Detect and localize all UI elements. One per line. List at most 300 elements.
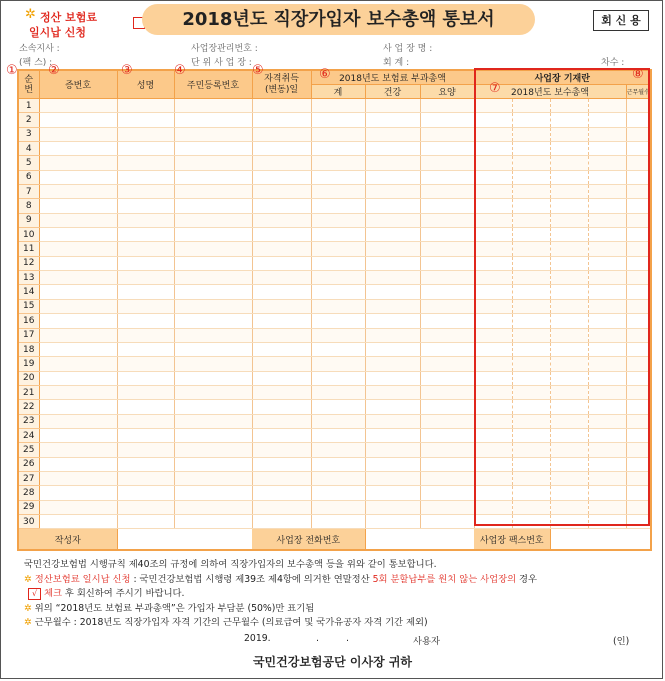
table-cell[interactable]: [474, 199, 512, 213]
table-cell[interactable]: [512, 99, 550, 113]
table-cell[interactable]: [420, 357, 474, 371]
table-cell[interactable]: [474, 285, 512, 299]
table-cell[interactable]: [626, 385, 651, 399]
table-cell[interactable]: [474, 314, 512, 328]
table-cell[interactable]: [39, 285, 117, 299]
table-cell[interactable]: [512, 486, 550, 500]
table-cell[interactable]: [311, 400, 365, 414]
table-cell[interactable]: [365, 314, 420, 328]
table-cell[interactable]: [588, 113, 626, 127]
table-cell[interactable]: [311, 256, 365, 270]
table-cell[interactable]: [588, 213, 626, 227]
table-cell[interactable]: [174, 443, 252, 457]
table-cell[interactable]: [311, 428, 365, 442]
table-cell[interactable]: [252, 500, 311, 514]
table-cell[interactable]: [588, 299, 626, 313]
table-cell[interactable]: [550, 357, 588, 371]
table-cell[interactable]: [474, 443, 512, 457]
table-cell[interactable]: [512, 127, 550, 141]
table-cell[interactable]: [626, 457, 651, 471]
table-cell[interactable]: [550, 285, 588, 299]
table-cell[interactable]: [474, 256, 512, 270]
table-cell[interactable]: [626, 414, 651, 428]
table-cell[interactable]: [512, 299, 550, 313]
table-cell[interactable]: [252, 127, 311, 141]
table-cell[interactable]: [252, 471, 311, 485]
table-cell[interactable]: [512, 371, 550, 385]
table-cell[interactable]: [474, 342, 512, 356]
table-cell[interactable]: [174, 142, 252, 156]
table-cell[interactable]: [365, 471, 420, 485]
table-cell[interactable]: [174, 471, 252, 485]
table-cell[interactable]: [174, 185, 252, 199]
table-cell[interactable]: [174, 371, 252, 385]
table-cell[interactable]: [588, 127, 626, 141]
table-cell[interactable]: [588, 142, 626, 156]
table-cell[interactable]: [252, 371, 311, 385]
table-cell[interactable]: [174, 414, 252, 428]
table-cell[interactable]: [588, 170, 626, 184]
table-cell[interactable]: [550, 314, 588, 328]
table-cell[interactable]: [626, 271, 651, 285]
table-cell[interactable]: [420, 457, 474, 471]
table-cell[interactable]: [626, 285, 651, 299]
table-cell[interactable]: [39, 314, 117, 328]
table-cell[interactable]: [311, 314, 365, 328]
table-cell[interactable]: [474, 156, 512, 170]
table-cell[interactable]: [550, 113, 588, 127]
table-cell[interactable]: [252, 342, 311, 356]
table-cell[interactable]: [174, 328, 252, 342]
table-cell[interactable]: [626, 242, 651, 256]
table-cell[interactable]: [365, 443, 420, 457]
table-cell[interactable]: [474, 170, 512, 184]
table-cell[interactable]: [626, 142, 651, 156]
table-cell[interactable]: [420, 113, 474, 127]
table-cell[interactable]: [626, 357, 651, 371]
table-cell[interactable]: [474, 299, 512, 313]
table-cell[interactable]: [365, 299, 420, 313]
table-cell[interactable]: [626, 400, 651, 414]
table-cell[interactable]: [626, 185, 651, 199]
table-cell[interactable]: [512, 385, 550, 399]
table-cell[interactable]: [365, 414, 420, 428]
table-cell[interactable]: [117, 199, 174, 213]
table-cell[interactable]: [174, 213, 252, 227]
table-cell[interactable]: [39, 514, 117, 528]
table-cell[interactable]: [117, 385, 174, 399]
table-cell[interactable]: [550, 514, 588, 528]
table-cell[interactable]: [117, 514, 174, 528]
table-cell[interactable]: [39, 299, 117, 313]
table-cell[interactable]: [117, 256, 174, 270]
table-cell[interactable]: [39, 486, 117, 500]
table-cell[interactable]: [311, 242, 365, 256]
table-cell[interactable]: [311, 328, 365, 342]
table-cell[interactable]: [252, 213, 311, 227]
table-cell[interactable]: [252, 514, 311, 528]
table-cell[interactable]: [311, 142, 365, 156]
table-cell[interactable]: [174, 500, 252, 514]
table-cell[interactable]: [550, 414, 588, 428]
table-cell[interactable]: [252, 314, 311, 328]
table-cell[interactable]: [550, 242, 588, 256]
table-cell[interactable]: [550, 371, 588, 385]
table-cell[interactable]: [420, 471, 474, 485]
table-cell[interactable]: [117, 285, 174, 299]
table-cell[interactable]: [512, 170, 550, 184]
table-cell[interactable]: [252, 385, 311, 399]
table-cell[interactable]: [39, 443, 117, 457]
table-cell[interactable]: [512, 342, 550, 356]
table-cell[interactable]: [588, 414, 626, 428]
table-cell[interactable]: [420, 486, 474, 500]
table-cell[interactable]: [117, 414, 174, 428]
table-cell[interactable]: [420, 299, 474, 313]
table-cell[interactable]: [174, 242, 252, 256]
table-cell[interactable]: [365, 486, 420, 500]
table-cell[interactable]: [365, 328, 420, 342]
table-cell[interactable]: [311, 514, 365, 528]
table-cell[interactable]: [252, 185, 311, 199]
table-cell[interactable]: [174, 256, 252, 270]
table-cell[interactable]: [512, 500, 550, 514]
table-cell[interactable]: [588, 314, 626, 328]
table-cell[interactable]: [512, 228, 550, 242]
table-cell[interactable]: [626, 228, 651, 242]
table-cell[interactable]: [474, 457, 512, 471]
table-cell[interactable]: [252, 457, 311, 471]
table-cell[interactable]: [420, 170, 474, 184]
table-cell[interactable]: [588, 514, 626, 528]
table-cell[interactable]: [588, 242, 626, 256]
table-cell[interactable]: [420, 156, 474, 170]
table-cell[interactable]: [39, 199, 117, 213]
table-cell[interactable]: [252, 113, 311, 127]
table-cell[interactable]: [512, 414, 550, 428]
table-cell[interactable]: [626, 500, 651, 514]
table-cell[interactable]: [39, 271, 117, 285]
table-cell[interactable]: [252, 414, 311, 428]
table-cell[interactable]: [174, 428, 252, 442]
table-cell[interactable]: [588, 471, 626, 485]
table-cell[interactable]: [174, 357, 252, 371]
table-cell[interactable]: [311, 443, 365, 457]
table-cell[interactable]: [365, 371, 420, 385]
table-cell[interactable]: [174, 170, 252, 184]
table-cell[interactable]: [252, 170, 311, 184]
table-cell[interactable]: [365, 142, 420, 156]
table-cell[interactable]: [365, 199, 420, 213]
table-cell[interactable]: [626, 342, 651, 356]
table-cell[interactable]: [117, 99, 174, 113]
fax-field[interactable]: [550, 529, 651, 551]
table-cell[interactable]: [174, 342, 252, 356]
table-cell[interactable]: [420, 443, 474, 457]
table-cell[interactable]: [474, 500, 512, 514]
table-cell[interactable]: [550, 256, 588, 270]
table-cell[interactable]: [252, 271, 311, 285]
table-cell[interactable]: [365, 400, 420, 414]
table-cell[interactable]: [420, 371, 474, 385]
table-cell[interactable]: [252, 443, 311, 457]
table-cell[interactable]: [588, 500, 626, 514]
table-cell[interactable]: [512, 113, 550, 127]
table-cell[interactable]: [474, 185, 512, 199]
table-cell[interactable]: [365, 342, 420, 356]
table-cell[interactable]: [39, 328, 117, 342]
table-cell[interactable]: [311, 285, 365, 299]
table-cell[interactable]: [252, 256, 311, 270]
table-cell[interactable]: [365, 185, 420, 199]
table-cell[interactable]: [550, 99, 588, 113]
table-cell[interactable]: [626, 371, 651, 385]
table-cell[interactable]: [550, 443, 588, 457]
table-cell[interactable]: [365, 228, 420, 242]
table-cell[interactable]: [420, 142, 474, 156]
table-cell[interactable]: [626, 299, 651, 313]
table-cell[interactable]: [311, 170, 365, 184]
table-cell[interactable]: [365, 99, 420, 113]
table-cell[interactable]: [252, 99, 311, 113]
table-cell[interactable]: [39, 113, 117, 127]
table-cell[interactable]: [626, 199, 651, 213]
table-cell[interactable]: [626, 328, 651, 342]
table-cell[interactable]: [588, 443, 626, 457]
table-cell[interactable]: [626, 127, 651, 141]
table-cell[interactable]: [420, 414, 474, 428]
table-cell[interactable]: [474, 385, 512, 399]
table-cell[interactable]: [512, 357, 550, 371]
table-cell[interactable]: [365, 271, 420, 285]
table-cell[interactable]: [39, 342, 117, 356]
table-cell[interactable]: [117, 428, 174, 442]
table-cell[interactable]: [174, 514, 252, 528]
table-cell[interactable]: [311, 457, 365, 471]
table-cell[interactable]: [420, 342, 474, 356]
table-cell[interactable]: [311, 342, 365, 356]
table-cell[interactable]: [512, 256, 550, 270]
table-cell[interactable]: [588, 228, 626, 242]
table-cell[interactable]: [311, 299, 365, 313]
table-cell[interactable]: [588, 385, 626, 399]
table-cell[interactable]: [420, 285, 474, 299]
table-cell[interactable]: [420, 500, 474, 514]
table-cell[interactable]: [252, 299, 311, 313]
table-cell[interactable]: [365, 457, 420, 471]
table-cell[interactable]: [550, 299, 588, 313]
table-cell[interactable]: [311, 371, 365, 385]
table-cell[interactable]: [311, 199, 365, 213]
table-cell[interactable]: [311, 414, 365, 428]
table-cell[interactable]: [588, 428, 626, 442]
table-cell[interactable]: [39, 471, 117, 485]
table-cell[interactable]: [39, 457, 117, 471]
table-cell[interactable]: [512, 328, 550, 342]
table-cell[interactable]: [550, 428, 588, 442]
table-cell[interactable]: [588, 285, 626, 299]
table-cell[interactable]: [311, 228, 365, 242]
table-cell[interactable]: [512, 457, 550, 471]
table-cell[interactable]: [550, 199, 588, 213]
table-cell[interactable]: [311, 271, 365, 285]
table-cell[interactable]: [550, 457, 588, 471]
table-cell[interactable]: [39, 99, 117, 113]
table-cell[interactable]: [550, 385, 588, 399]
table-cell[interactable]: [117, 228, 174, 242]
table-cell[interactable]: [588, 99, 626, 113]
table-cell[interactable]: [252, 428, 311, 442]
table-cell[interactable]: [512, 271, 550, 285]
table-cell[interactable]: [39, 414, 117, 428]
table-cell[interactable]: [365, 256, 420, 270]
table-cell[interactable]: [588, 256, 626, 270]
table-cell[interactable]: [474, 414, 512, 428]
table-cell[interactable]: [474, 400, 512, 414]
table-cell[interactable]: [39, 185, 117, 199]
table-cell[interactable]: [512, 142, 550, 156]
table-cell[interactable]: [39, 170, 117, 184]
table-cell[interactable]: [420, 271, 474, 285]
table-cell[interactable]: [252, 228, 311, 242]
table-cell[interactable]: [311, 471, 365, 485]
table-cell[interactable]: [474, 328, 512, 342]
table-cell[interactable]: [512, 443, 550, 457]
table-cell[interactable]: [39, 256, 117, 270]
table-cell[interactable]: [550, 500, 588, 514]
table-cell[interactable]: [311, 385, 365, 399]
table-cell[interactable]: [365, 285, 420, 299]
table-cell[interactable]: [117, 127, 174, 141]
table-cell[interactable]: [512, 199, 550, 213]
table-cell[interactable]: [588, 400, 626, 414]
table-cell[interactable]: [117, 328, 174, 342]
table-cell[interactable]: [626, 113, 651, 127]
table-cell[interactable]: [311, 357, 365, 371]
table-cell[interactable]: [512, 213, 550, 227]
table-cell[interactable]: [311, 99, 365, 113]
table-cell[interactable]: [365, 428, 420, 442]
table-cell[interactable]: [626, 443, 651, 457]
table-cell[interactable]: [626, 514, 651, 528]
table-cell[interactable]: [39, 228, 117, 242]
table-cell[interactable]: [420, 256, 474, 270]
table-cell[interactable]: [311, 127, 365, 141]
table-cell[interactable]: [311, 156, 365, 170]
table-cell[interactable]: [174, 228, 252, 242]
table-cell[interactable]: [39, 213, 117, 227]
table-cell[interactable]: [588, 328, 626, 342]
table-cell[interactable]: [474, 242, 512, 256]
table-cell[interactable]: [174, 99, 252, 113]
table-cell[interactable]: [420, 242, 474, 256]
table-cell[interactable]: [550, 127, 588, 141]
table-cell[interactable]: [626, 314, 651, 328]
table-cell[interactable]: [252, 285, 311, 299]
table-cell[interactable]: [420, 428, 474, 442]
table-cell[interactable]: [474, 357, 512, 371]
table-cell[interactable]: [174, 285, 252, 299]
table-cell[interactable]: [474, 228, 512, 242]
table-cell[interactable]: [174, 199, 252, 213]
table-cell[interactable]: [588, 199, 626, 213]
table-cell[interactable]: [588, 486, 626, 500]
table-cell[interactable]: [420, 385, 474, 399]
table-cell[interactable]: [550, 142, 588, 156]
table-cell[interactable]: [512, 242, 550, 256]
table-cell[interactable]: [420, 213, 474, 227]
table-cell[interactable]: [117, 314, 174, 328]
table-cell[interactable]: [512, 156, 550, 170]
table-cell[interactable]: [512, 514, 550, 528]
table-cell[interactable]: [39, 428, 117, 442]
table-cell[interactable]: [252, 142, 311, 156]
table-cell[interactable]: [117, 185, 174, 199]
table-cell[interactable]: [39, 127, 117, 141]
table-cell[interactable]: [512, 314, 550, 328]
table-cell[interactable]: [420, 228, 474, 242]
table-cell[interactable]: [365, 385, 420, 399]
table-cell[interactable]: [474, 113, 512, 127]
table-cell[interactable]: [117, 170, 174, 184]
table-cell[interactable]: [174, 486, 252, 500]
table-cell[interactable]: [588, 457, 626, 471]
table-cell[interactable]: [626, 256, 651, 270]
table-cell[interactable]: [117, 213, 174, 227]
table-cell[interactable]: [252, 242, 311, 256]
table-cell[interactable]: [365, 514, 420, 528]
table-cell[interactable]: [117, 400, 174, 414]
table-cell[interactable]: [365, 113, 420, 127]
table-cell[interactable]: [550, 185, 588, 199]
table-cell[interactable]: [512, 185, 550, 199]
table-cell[interactable]: [588, 371, 626, 385]
table-cell[interactable]: [420, 199, 474, 213]
table-cell[interactable]: [420, 514, 474, 528]
table-cell[interactable]: [311, 500, 365, 514]
table-cell[interactable]: [474, 271, 512, 285]
table-cell[interactable]: [420, 328, 474, 342]
table-cell[interactable]: [550, 400, 588, 414]
table-cell[interactable]: [117, 242, 174, 256]
table-cell[interactable]: [588, 357, 626, 371]
table-cell[interactable]: [550, 342, 588, 356]
table-cell[interactable]: [512, 400, 550, 414]
table-cell[interactable]: [117, 342, 174, 356]
table-cell[interactable]: [117, 156, 174, 170]
table-cell[interactable]: [174, 314, 252, 328]
table-cell[interactable]: [174, 400, 252, 414]
table-cell[interactable]: [39, 371, 117, 385]
table-cell[interactable]: [117, 486, 174, 500]
table-cell[interactable]: [117, 500, 174, 514]
table-cell[interactable]: [117, 457, 174, 471]
table-cell[interactable]: [117, 113, 174, 127]
table-cell[interactable]: [550, 228, 588, 242]
table-cell[interactable]: [474, 471, 512, 485]
table-cell[interactable]: [474, 99, 512, 113]
table-cell[interactable]: [420, 400, 474, 414]
table-cell[interactable]: [174, 457, 252, 471]
table-cell[interactable]: [39, 357, 117, 371]
table-cell[interactable]: [117, 299, 174, 313]
table-cell[interactable]: [311, 185, 365, 199]
table-cell[interactable]: [39, 156, 117, 170]
table-cell[interactable]: [174, 156, 252, 170]
table-cell[interactable]: [626, 213, 651, 227]
table-cell[interactable]: [588, 271, 626, 285]
table-cell[interactable]: [550, 328, 588, 342]
